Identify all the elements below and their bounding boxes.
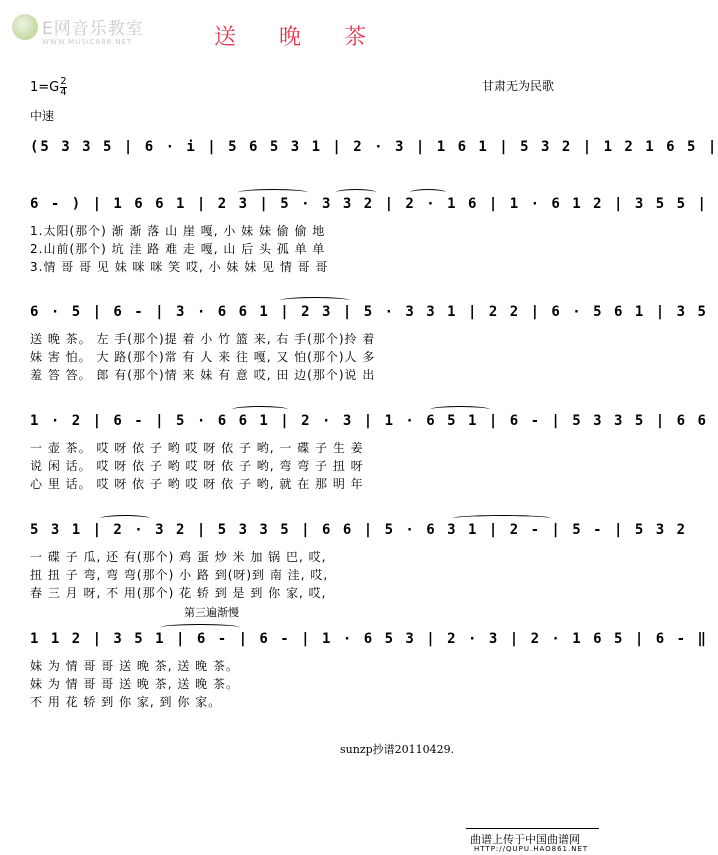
lyric-line: 羞 答 答。 郎 有(那个)情 来 妹 有 意 哎, 田 边(那个)说 出 bbox=[30, 368, 376, 382]
slur-mark bbox=[410, 189, 446, 196]
footer-site-name: 曲谱上传于中国曲谱网 bbox=[470, 833, 580, 846]
watermark-logo-icon bbox=[12, 14, 38, 40]
watermark-text: E网音乐教室 bbox=[42, 19, 144, 39]
slur-mark bbox=[160, 624, 240, 631]
lyric-line: 扭 扭 子 弯, 弯 弯(那个) 小 路 到(呀)到 南 洼, 哎, bbox=[30, 568, 329, 582]
lyric-line: 1.太阳(那个) 渐 渐 落 山 崖 嘎, 小 妹 妹 偷 偷 地 bbox=[30, 224, 326, 238]
lyric-line: 说 闲 话。 哎 呀 依 子 哟 哎 呀 依 子 哟, 弯 弯 子 扭 呀 bbox=[30, 459, 364, 473]
score-row-2: 6 - ) | 1 6 6 1 | 2 3 | 5 · 3 3 2 | 2 · 1 6 | 1 · 6 1 2 | 3 5 5 | bbox=[30, 196, 708, 212]
slur-mark bbox=[280, 297, 350, 304]
key-label: 1=G bbox=[30, 80, 60, 95]
footer-url: HTTP://QUPU.HAO861.NET bbox=[474, 845, 589, 853]
time-numerator: 2 bbox=[60, 76, 67, 87]
song-origin: 甘肃无为民歌 bbox=[482, 79, 555, 93]
lyric-line: 3.情 哥 哥 见 妹 咪 咪 笑 哎, 小 妹 妹 见 情 哥 哥 bbox=[30, 260, 329, 274]
lyric-line: 2.山前(那个) 坑 洼 路 难 走 嘎, 山 后 头 孤 单 单 bbox=[30, 242, 326, 256]
watermark-url: WWW.MUSIC888.NET bbox=[42, 38, 133, 46]
key-signature bbox=[30, 77, 67, 98]
lyric-line: 一 壶 茶。 哎 呀 依 子 哟 哎 呀 依 子 哟, 一 碟 子 生 姜 bbox=[30, 441, 364, 455]
score-row-1: (5 3 3 5 | 6 · i | 5 6 5 3 1 | 2 · 3 | 1 6 1 | 5 3 2 | 1 2 1 6 5 | bbox=[30, 139, 718, 155]
score-row-4: 1 · 2 | 6 - | 5 · 6 6 1 | 2 · 3 | 1 · 6 5 1 | 6 - | 5 3 3 5 | 6 6 bbox=[30, 413, 708, 429]
score-row-6: 1 1 2 | 3 5 1 | 6 - | 6 - | 1 · 6 5 3 | 2 · 3 | 2 · 1 6 5 | 6 - ‖ bbox=[30, 631, 708, 647]
slur-mark bbox=[452, 515, 552, 522]
lyric-line: 送 晚 茶。 左 手(那个)提 着 小 竹 篮 来, 右 手(那个)拎 着 bbox=[30, 332, 376, 346]
tempo-marking: 中速 bbox=[30, 109, 55, 123]
lyric-line: 妹 害 怕。 大 路(那个)常 有 人 来 往 嘎, 又 怕(那个)人 多 bbox=[30, 350, 376, 364]
slur-mark bbox=[100, 515, 150, 522]
lyric-line: 春 三 月 呀, 不 用(那个) 花 轿 到 是 到 你 家, 哎, bbox=[30, 586, 327, 600]
footer-divider bbox=[466, 828, 599, 829]
time-denominator: 4 bbox=[60, 87, 67, 98]
slur-mark bbox=[232, 406, 288, 413]
lyric-line: 妹 为 情 哥 哥 送 晚 茶, 送 晚 茶。 bbox=[30, 659, 239, 673]
slur-mark bbox=[238, 189, 308, 196]
lyric-line: 不 用 花 轿 到 你 家, 到 你 家。 bbox=[30, 695, 222, 709]
score-row-3: 6 · 5 | 6 - | 3 · 6 6 1 | 2 3 | 5 · 3 3 1 | 2 2 | 6 · 5 6 1 | 3 5 bbox=[30, 304, 708, 320]
lyric-line: 妹 为 情 哥 哥 送 晚 茶, 送 晚 茶。 bbox=[30, 677, 239, 691]
lyric-line: 一 碟 子 瓜, 还 有(那个) 鸡 蛋 炒 米 加 锅 巴, 哎, bbox=[30, 550, 327, 564]
slur-mark bbox=[430, 406, 490, 413]
song-title: 送 晚 茶 bbox=[214, 25, 384, 50]
score-row-5: 5 3 1 | 2 · 3 2 | 5 3 3 5 | 6 6 | 5 · 6 3 1 | 2 - | 5 - | 5 3 2 bbox=[30, 522, 688, 538]
performance-note: 第三遍渐慢 bbox=[184, 606, 239, 619]
slur-mark bbox=[336, 189, 376, 196]
lyric-line: 心 里 话。 哎 呀 依 子 哟 哎 呀 依 子 哟, 就 在 那 明 年 bbox=[30, 477, 364, 491]
time-signature bbox=[60, 77, 66, 98]
transcriber-signature: sunzp抄谱20110429. bbox=[340, 743, 455, 756]
